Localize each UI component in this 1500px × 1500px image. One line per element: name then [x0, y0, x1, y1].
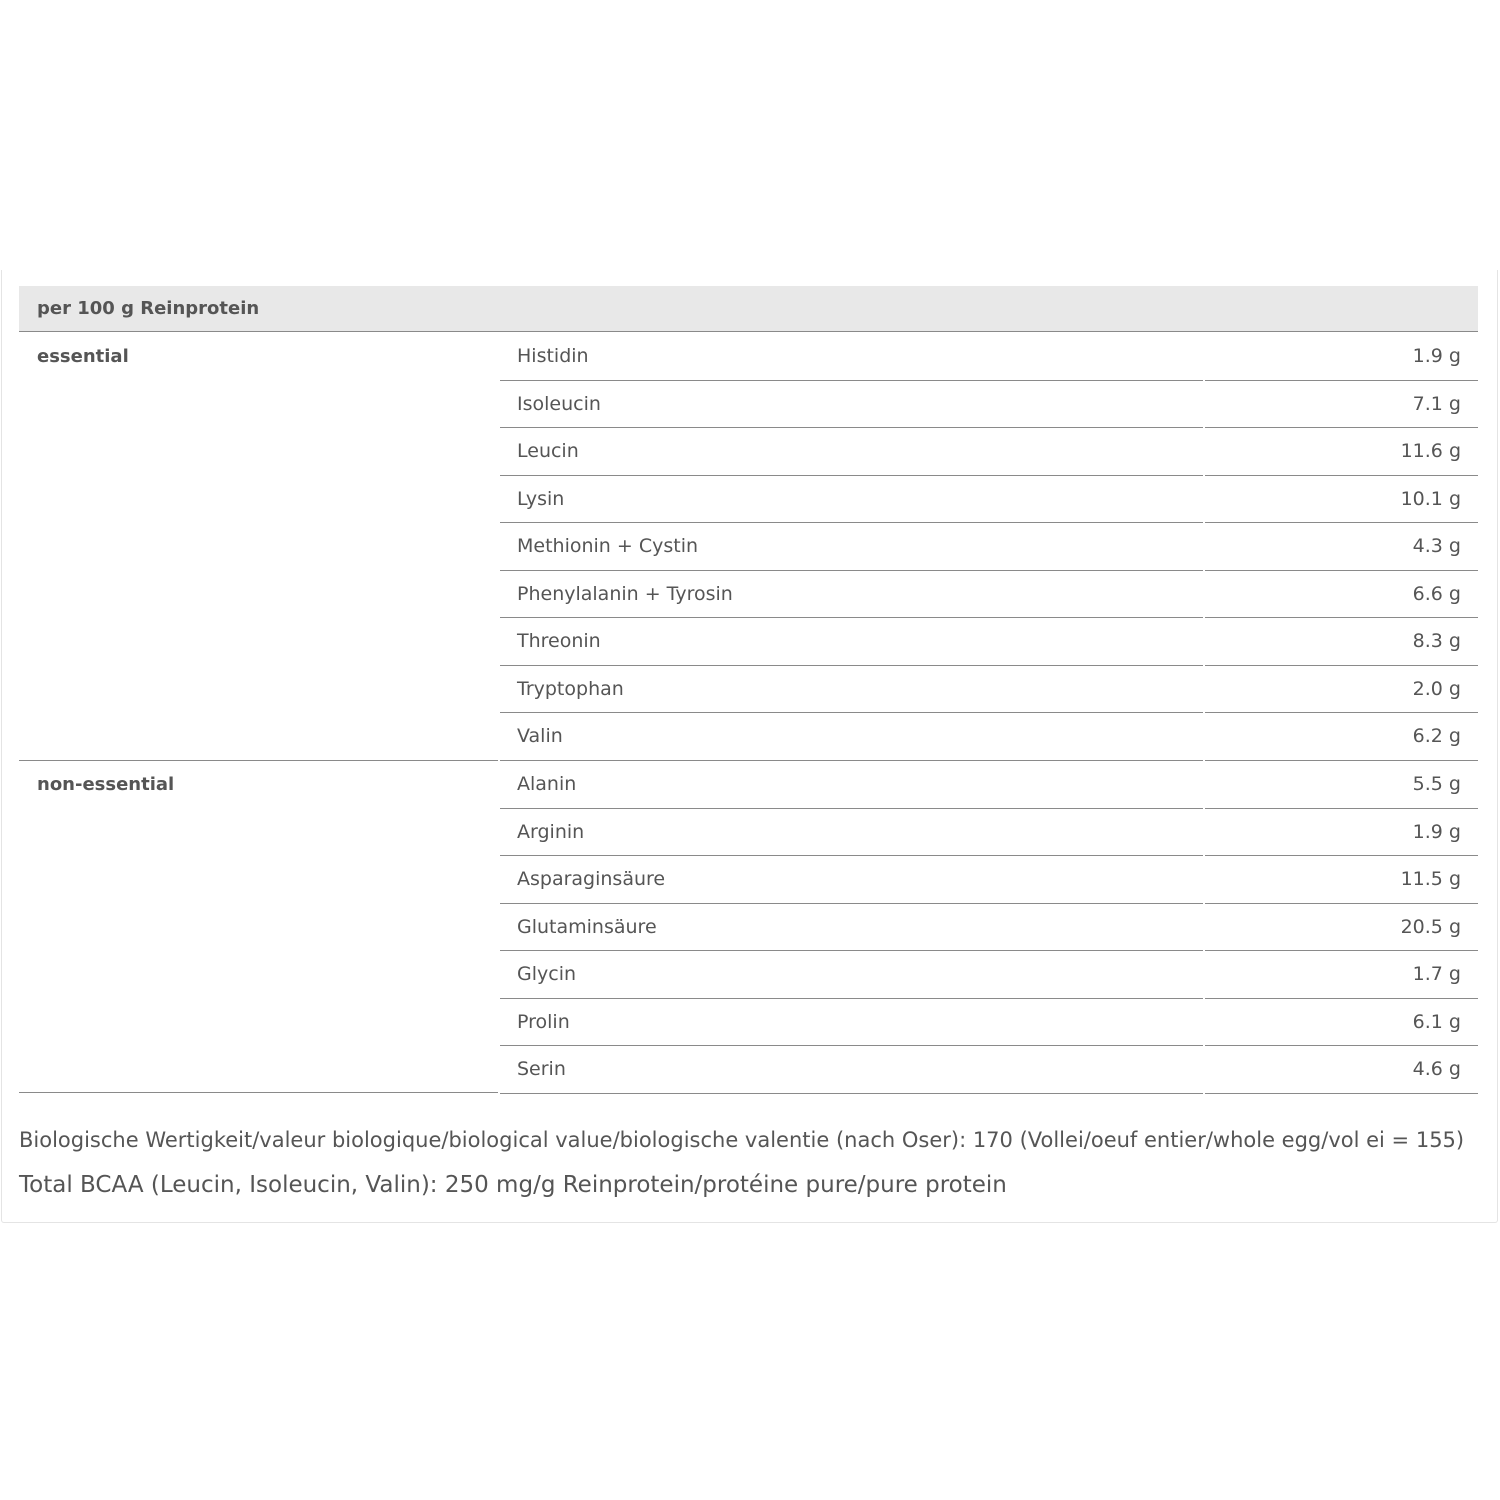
amino-acid-value-cell	[1205, 523, 1478, 571]
table-row	[500, 904, 1478, 952]
table-header	[19, 286, 1478, 332]
amino-acid-name-cell	[500, 666, 1203, 714]
amino-acid-name: Glycin	[517, 963, 577, 985]
group-essential	[19, 333, 498, 761]
table-row	[500, 761, 1478, 809]
amino-acid-value: 5.5 g	[1412, 773, 1461, 795]
amino-acid-name-cell	[500, 618, 1203, 666]
amino-acid-value-cell	[1205, 666, 1478, 714]
amino-acid-name: Alanin	[517, 773, 577, 795]
table-row	[500, 666, 1478, 714]
amino-acid-value-cell	[1205, 428, 1478, 476]
amino-acid-name-cell	[500, 523, 1203, 571]
table-header-label: per 100 g Reinprotein	[37, 298, 260, 319]
amino-acid-value: 6.2 g	[1412, 725, 1461, 747]
amino-acid-value: 1.7 g	[1412, 963, 1461, 985]
table-row	[500, 523, 1478, 571]
amino-acid-value: 6.6 g	[1412, 582, 1461, 605]
bcaa-total-note: Total BCAA (Leucin, Isoleucin, Valin): 250 mg/g Reinprotein/protéine pure/pure protein	[19, 1172, 1007, 1198]
amino-acid-value-cell	[1205, 333, 1478, 381]
table-row	[500, 809, 1478, 857]
amino-acid-name: Leucin	[517, 440, 579, 462]
amino-acid-name: Serin	[517, 1058, 566, 1080]
amino-acid-name: Phenylalanin + Tyrosin	[517, 582, 733, 605]
amino-acid-value: 7.1 g	[1412, 392, 1461, 415]
table-row	[500, 999, 1478, 1047]
biological-value-note: Biologische Wertigkeit/valeur biologique/biological value/biologische valentie (nach Oser): 170 (Vollei/oeuf entier/whole egg/vol ei = 155)	[19, 1128, 1465, 1152]
table-row	[500, 618, 1478, 666]
amino-acid-value-cell	[1205, 571, 1478, 619]
amino-acid-name-cell	[500, 999, 1203, 1047]
amino-acid-value: 2.0 g	[1412, 677, 1461, 700]
amino-acid-name: Methionin + Cystin	[517, 535, 699, 557]
amino-acid-name: Tryptophan	[517, 677, 624, 700]
amino-acid-name: Arginin	[517, 820, 585, 843]
group-label-non-essential: non-essential	[37, 774, 175, 795]
amino-acid-value-cell	[1205, 951, 1478, 999]
amino-acid-value: 1.9 g	[1412, 820, 1461, 843]
amino-acid-value-cell	[1205, 1046, 1478, 1094]
amino-acid-name: Glutaminsäure	[517, 915, 657, 938]
amino-acid-name: Lysin	[517, 487, 565, 510]
amino-acid-name-cell	[500, 904, 1203, 952]
amino-acid-name: Asparaginsäure	[517, 868, 666, 890]
table-row	[500, 333, 1478, 381]
amino-acid-name-cell	[500, 856, 1203, 904]
table-row	[500, 476, 1478, 524]
group-non-essential	[19, 761, 498, 1093]
table-row	[500, 951, 1478, 999]
amino-acid-name: Prolin	[517, 1010, 570, 1033]
group-label-essential: essential	[37, 346, 129, 367]
amino-acid-name-cell	[500, 333, 1203, 381]
amino-acid-value-cell	[1205, 809, 1478, 857]
amino-acid-name-cell	[500, 809, 1203, 857]
table-row	[500, 381, 1478, 429]
amino-acid-value: 11.6 g	[1400, 440, 1461, 462]
amino-acid-value: 1.9 g	[1412, 345, 1461, 367]
amino-acid-name-cell	[500, 571, 1203, 619]
amino-acid-value: 4.6 g	[1412, 1058, 1461, 1080]
amino-acid-name-cell	[500, 476, 1203, 524]
amino-acid-value: 6.1 g	[1412, 1010, 1461, 1033]
amino-acid-value: 20.5 g	[1400, 915, 1461, 938]
amino-acid-value-cell	[1205, 999, 1478, 1047]
amino-acid-name: Isoleucin	[517, 392, 601, 415]
table-row	[500, 1046, 1478, 1094]
table-row	[500, 571, 1478, 619]
amino-acid-value: 11.5 g	[1400, 868, 1461, 890]
amino-acid-value-cell	[1205, 476, 1478, 524]
amino-acid-value-cell	[1205, 381, 1478, 429]
amino-acid-name: Valin	[517, 725, 563, 747]
amino-acid-name-cell	[500, 761, 1203, 809]
amino-acid-name-cell	[500, 951, 1203, 999]
amino-acid-value-cell	[1205, 761, 1478, 809]
amino-acid-name-cell	[500, 428, 1203, 476]
table-row	[500, 713, 1478, 761]
amino-acid-name-cell	[500, 1046, 1203, 1094]
amino-acid-value-cell	[1205, 618, 1478, 666]
table-row	[500, 856, 1478, 904]
amino-acid-value-cell	[1205, 904, 1478, 952]
table-row	[500, 428, 1478, 476]
amino-acid-value: 10.1 g	[1400, 487, 1461, 510]
amino-acid-value-cell	[1205, 713, 1478, 761]
amino-acid-name: Threonin	[517, 630, 601, 652]
amino-acid-value-cell	[1205, 856, 1478, 904]
amino-acid-name-cell	[500, 381, 1203, 429]
amino-acid-value: 4.3 g	[1412, 535, 1461, 557]
amino-acid-name: Histidin	[517, 345, 589, 367]
amino-acid-value: 8.3 g	[1412, 630, 1461, 652]
amino-acid-name-cell	[500, 713, 1203, 761]
